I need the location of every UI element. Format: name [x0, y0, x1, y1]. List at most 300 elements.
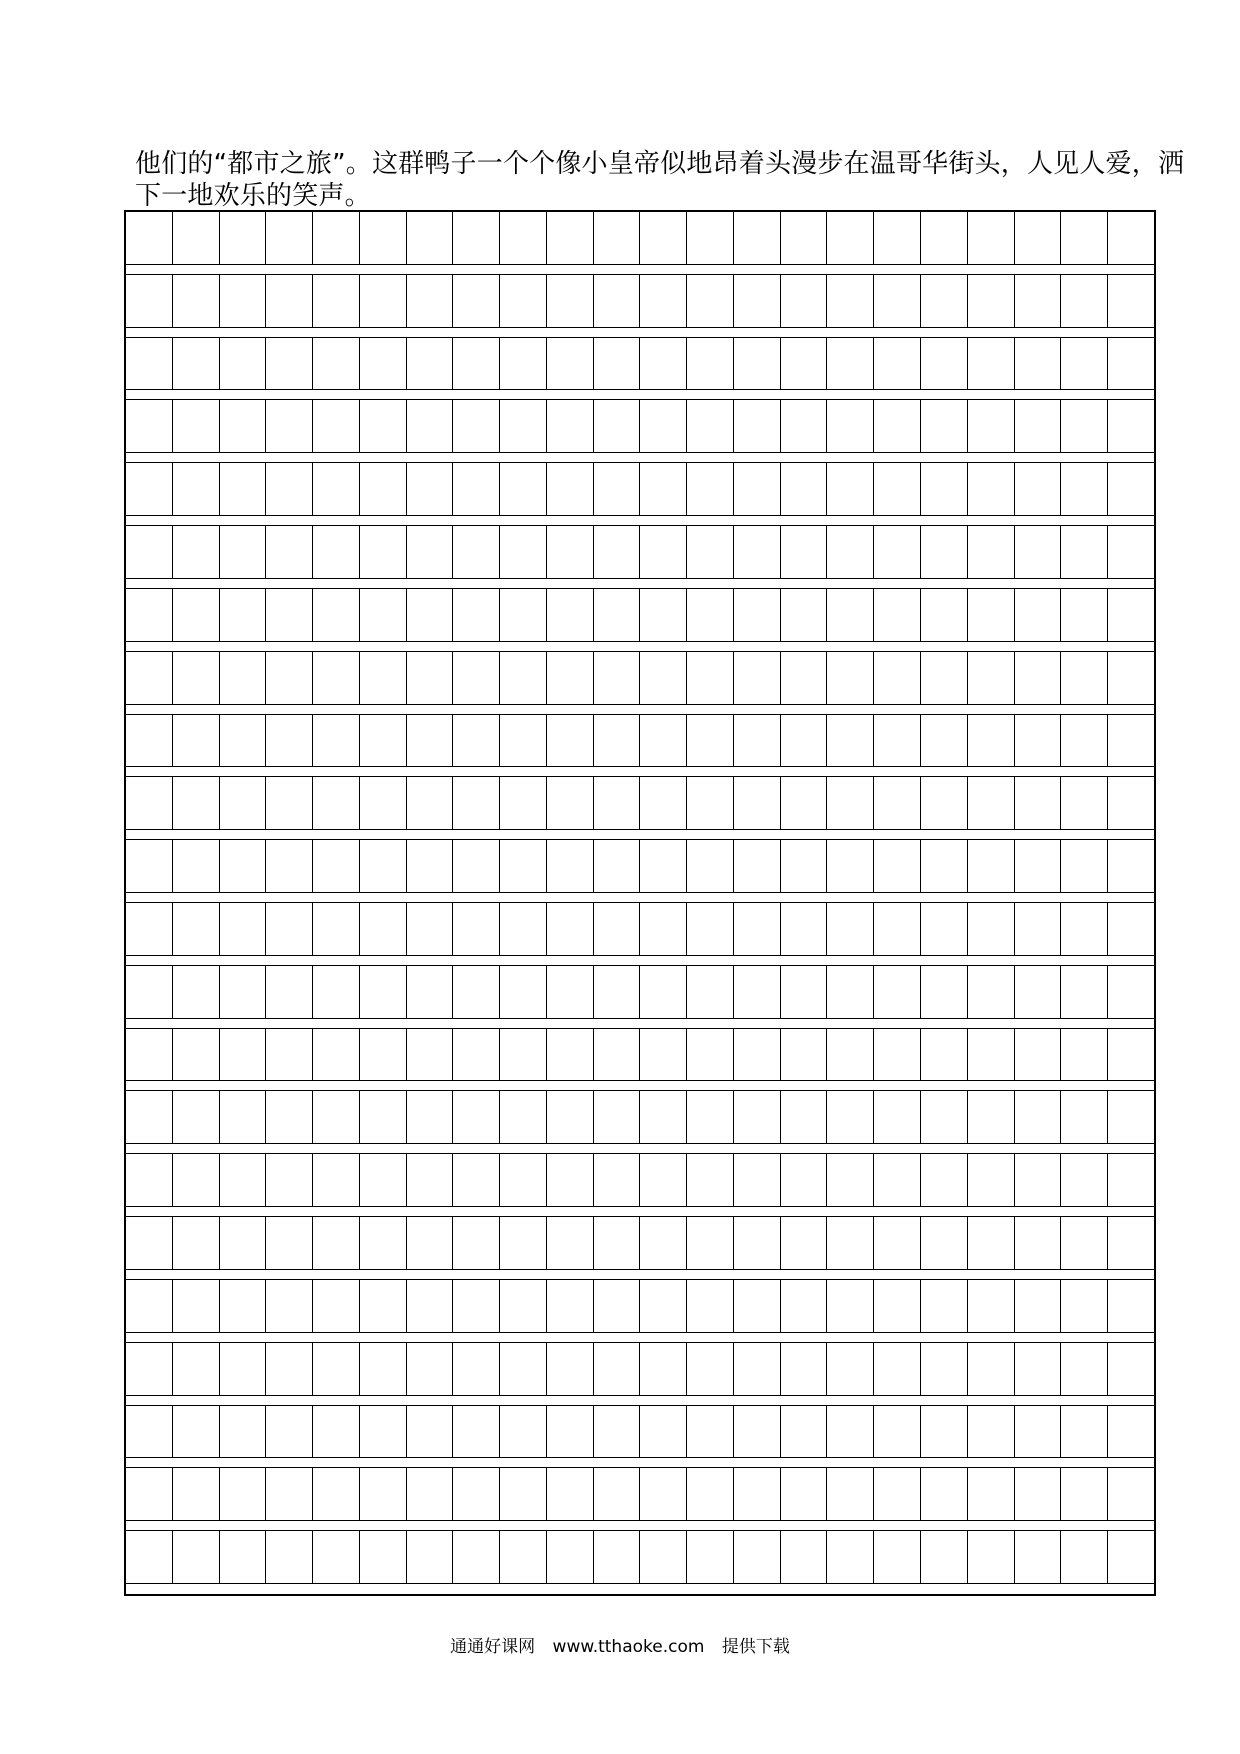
grid-cell: [500, 777, 547, 829]
grid-cell: [1061, 1217, 1108, 1269]
grid-cell: [594, 1531, 641, 1583]
writing-grid: [124, 210, 1156, 1596]
grid-cell: [1061, 1468, 1108, 1520]
grid-cell: [968, 1343, 1015, 1395]
grid-row: [126, 1343, 1154, 1406]
grid-row: [126, 903, 1154, 966]
grid-cell: [827, 1468, 874, 1520]
grid-cell: [640, 1406, 687, 1458]
grid-cell: [313, 715, 360, 767]
grid-cell: [687, 275, 734, 327]
grid-cell: [220, 526, 267, 578]
grid-row-gap: [126, 893, 1154, 903]
grid-cell: [173, 275, 220, 327]
grid-cell: [313, 1468, 360, 1520]
grid-cell: [594, 400, 641, 452]
grid-cell: [220, 777, 267, 829]
grid-cell: [266, 1468, 313, 1520]
grid-row: [126, 1154, 1154, 1217]
grid-cell: [126, 1029, 173, 1081]
grid-row-gap: [126, 453, 1154, 463]
grid-cell: [407, 777, 454, 829]
grid-cell: [407, 1406, 454, 1458]
grid-cell: [734, 1531, 781, 1583]
grid-cell: [126, 1154, 173, 1206]
grid-cell: [266, 1091, 313, 1143]
grid-cell: [781, 212, 828, 264]
grid-cell: [640, 903, 687, 955]
grid-cell: [1108, 275, 1154, 327]
grid-cell: [266, 840, 313, 892]
grid-cell: [1108, 715, 1154, 767]
grid-cell: [266, 212, 313, 264]
grid-cell: [313, 1029, 360, 1081]
grid-cell: [594, 1091, 641, 1143]
grid-cell: [220, 840, 267, 892]
grid-cell: [500, 526, 547, 578]
grid-row-gap: [126, 265, 1154, 275]
grid-cell: [173, 1343, 220, 1395]
grid-cell: [220, 715, 267, 767]
grid-row-gap: [126, 1081, 1154, 1091]
grid-cell: [921, 715, 968, 767]
grid-cell: [360, 652, 407, 704]
grid-cell: [687, 463, 734, 515]
grid-cell: [453, 1217, 500, 1269]
grid-row: [126, 1406, 1154, 1469]
grid-cell: [687, 338, 734, 390]
grid-cell: [500, 1343, 547, 1395]
grid-cell: [407, 338, 454, 390]
grid-cell: [921, 777, 968, 829]
grid-cell: [874, 463, 921, 515]
grid-cell: [407, 275, 454, 327]
grid-cell: [781, 1154, 828, 1206]
grid-cell: [874, 526, 921, 578]
grid-cell: [781, 463, 828, 515]
grid-cell: [781, 1280, 828, 1332]
grid-cell: [500, 1406, 547, 1458]
grid-cell: [407, 1343, 454, 1395]
grid-cell: [453, 1091, 500, 1143]
grid-cell: [594, 275, 641, 327]
grid-cell: [547, 1154, 594, 1206]
grid-cell: [687, 589, 734, 641]
grid-cell: [874, 1343, 921, 1395]
grid-cell: [921, 966, 968, 1018]
grid-cell-row: [126, 715, 1154, 768]
grid-cell: [173, 463, 220, 515]
grid-row-gap: [126, 642, 1154, 652]
grid-cell: [500, 275, 547, 327]
grid-cell: [173, 1154, 220, 1206]
passage-text: [135, 148, 1185, 212]
grid-cell: [968, 1217, 1015, 1269]
grid-cell: [1015, 589, 1062, 641]
grid-cell: [1061, 715, 1108, 767]
grid-cell: [547, 1468, 594, 1520]
grid-cell: [453, 338, 500, 390]
grid-cell: [407, 400, 454, 452]
grid-cell: [687, 526, 734, 578]
grid-cell: [1108, 463, 1154, 515]
grid-cell: [500, 400, 547, 452]
grid-cell: [594, 777, 641, 829]
footer-url[interactable]: www.tthaoke.com: [552, 1637, 705, 1657]
grid-cell: [360, 275, 407, 327]
footer-site-name: 通通好课网: [450, 1637, 536, 1657]
grid-cell: [968, 275, 1015, 327]
grid-row: [126, 1531, 1154, 1594]
grid-cell: [1015, 275, 1062, 327]
grid-cell: [500, 1468, 547, 1520]
grid-cell: [360, 1406, 407, 1458]
grid-cell: [220, 1091, 267, 1143]
grid-cell: [126, 840, 173, 892]
grid-cell: [1108, 212, 1154, 264]
grid-cell: [594, 463, 641, 515]
grid-cell: [827, 903, 874, 955]
grid-cell-row: [126, 400, 1154, 453]
grid-cell: [1061, 338, 1108, 390]
grid-cell: [1108, 1343, 1154, 1395]
grid-cell: [687, 1029, 734, 1081]
grid-row: [126, 840, 1154, 903]
grid-cell: [500, 903, 547, 955]
grid-cell: [827, 212, 874, 264]
grid-cell: [1061, 275, 1108, 327]
grid-cell: [453, 275, 500, 327]
grid-cell: [453, 526, 500, 578]
grid-cell: [266, 1343, 313, 1395]
grid-cell: [453, 1531, 500, 1583]
grid-cell: [547, 652, 594, 704]
grid-cell: [687, 1343, 734, 1395]
grid-cell: [173, 1531, 220, 1583]
grid-cell: [921, 338, 968, 390]
grid-cell: [594, 1280, 641, 1332]
grid-cell: [173, 1091, 220, 1143]
grid-cell: [1108, 526, 1154, 578]
grid-cell: [126, 903, 173, 955]
grid-cell: [1015, 400, 1062, 452]
grid-cell: [1015, 777, 1062, 829]
grid-cell: [640, 1154, 687, 1206]
grid-row: [126, 966, 1154, 1029]
grid-cell: [173, 1280, 220, 1332]
grid-cell: [827, 1343, 874, 1395]
grid-cell: [173, 652, 220, 704]
grid-cell: [173, 777, 220, 829]
grid-cell: [266, 1280, 313, 1332]
grid-cell: [126, 652, 173, 704]
grid-cell: [687, 1217, 734, 1269]
grid-cell: [734, 1468, 781, 1520]
grid-cell: [734, 1406, 781, 1458]
grid-cell: [781, 1343, 828, 1395]
grid-cell: [687, 1280, 734, 1332]
grid-cell: [874, 400, 921, 452]
grid-cell: [1061, 400, 1108, 452]
grid-cell: [220, 1406, 267, 1458]
grid-cell: [827, 589, 874, 641]
grid-cell: [220, 1468, 267, 1520]
grid-cell: [360, 526, 407, 578]
grid-cell: [781, 652, 828, 704]
grid-cell: [1061, 840, 1108, 892]
grid-cell: [547, 903, 594, 955]
grid-cell: [407, 1029, 454, 1081]
grid-cell: [921, 1154, 968, 1206]
grid-cell-row: [126, 463, 1154, 516]
grid-cell-row: [126, 1468, 1154, 1521]
grid-cell: [1108, 1531, 1154, 1583]
grid-cell: [968, 715, 1015, 767]
grid-cell: [266, 589, 313, 641]
grid-cell: [1108, 777, 1154, 829]
grid-cell: [1015, 338, 1062, 390]
grid-cell: [968, 400, 1015, 452]
grid-cell: [126, 1468, 173, 1520]
grid-cell: [1061, 652, 1108, 704]
grid-cell: [360, 400, 407, 452]
grid-cell: [968, 652, 1015, 704]
grid-cell: [827, 1091, 874, 1143]
grid-cell-row: [126, 1154, 1154, 1207]
grid-cell: [360, 1531, 407, 1583]
grid-cell: [734, 715, 781, 767]
grid-cell: [1015, 1091, 1062, 1143]
grid-cell: [781, 1531, 828, 1583]
grid-row: [126, 777, 1154, 840]
grid-cell: [126, 589, 173, 641]
grid-cell: [874, 212, 921, 264]
grid-cell: [1108, 1406, 1154, 1458]
grid-cell: [360, 1091, 407, 1143]
grid-cell-row: [126, 1029, 1154, 1082]
grid-cell: [1015, 1154, 1062, 1206]
grid-cell: [407, 1091, 454, 1143]
grid-cell: [734, 400, 781, 452]
grid-cell: [453, 1029, 500, 1081]
grid-cell: [640, 1468, 687, 1520]
grid-cell: [500, 1091, 547, 1143]
grid-cell: [173, 526, 220, 578]
grid-row-gap: [126, 1270, 1154, 1280]
grid-cell: [126, 1343, 173, 1395]
grid-cell: [968, 777, 1015, 829]
grid-cell-row: [126, 652, 1154, 705]
grid-cell: [687, 840, 734, 892]
grid-cell: [266, 275, 313, 327]
grid-cell: [1015, 1029, 1062, 1081]
grid-cell: [266, 526, 313, 578]
grid-cell: [874, 1217, 921, 1269]
grid-cell: [781, 903, 828, 955]
grid-cell: [313, 1343, 360, 1395]
grid-cell: [781, 777, 828, 829]
grid-cell: [687, 1531, 734, 1583]
grid-cell: [453, 652, 500, 704]
grid-cell: [500, 1029, 547, 1081]
grid-cell: [1015, 966, 1062, 1018]
grid-cell: [453, 1468, 500, 1520]
grid-cell: [827, 1217, 874, 1269]
grid-cell: [1015, 840, 1062, 892]
grid-row-gap: [126, 1207, 1154, 1217]
grid-cell: [734, 275, 781, 327]
grid-cell: [874, 840, 921, 892]
grid-cell: [313, 777, 360, 829]
grid-cell: [173, 903, 220, 955]
grid-cell: [827, 275, 874, 327]
grid-cell: [266, 777, 313, 829]
grid-cell: [968, 338, 1015, 390]
grid-cell: [874, 715, 921, 767]
grid-cell: [734, 652, 781, 704]
grid-cell: [360, 1280, 407, 1332]
grid-cell: [921, 463, 968, 515]
grid-cell: [921, 1343, 968, 1395]
grid-cell: [407, 589, 454, 641]
grid-cell: [126, 1531, 173, 1583]
grid-cell: [453, 966, 500, 1018]
grid-cell: [126, 777, 173, 829]
grid-cell: [313, 966, 360, 1018]
grid-cell: [500, 589, 547, 641]
grid-cell: [126, 1406, 173, 1458]
grid-cell: [266, 1154, 313, 1206]
grid-cell: [407, 212, 454, 264]
grid-cell: [453, 1154, 500, 1206]
grid-cell: [594, 1217, 641, 1269]
grid-cell: [1061, 1029, 1108, 1081]
grid-cell: [734, 1091, 781, 1143]
grid-row-gap: [126, 705, 1154, 715]
grid-cell: [640, 275, 687, 327]
grid-cell: [734, 589, 781, 641]
grid-row: [126, 338, 1154, 401]
grid-cell: [313, 400, 360, 452]
grid-cell: [173, 966, 220, 1018]
grid-cell: [1061, 526, 1108, 578]
grid-cell: [1015, 652, 1062, 704]
grid-cell: [781, 1406, 828, 1458]
grid-cell: [968, 1154, 1015, 1206]
grid-row-gap: [126, 767, 1154, 777]
grid-cell: [1108, 903, 1154, 955]
grid-cell: [781, 526, 828, 578]
grid-cell: [313, 1217, 360, 1269]
grid-cell: [313, 526, 360, 578]
grid-cell: [173, 400, 220, 452]
grid-cell: [453, 589, 500, 641]
page-footer: [0, 1632, 1240, 1657]
grid-cell: [874, 652, 921, 704]
grid-cell: [827, 966, 874, 1018]
grid-cell: [173, 212, 220, 264]
grid-cell: [360, 338, 407, 390]
grid-cell: [594, 1029, 641, 1081]
grid-cell: [453, 1280, 500, 1332]
grid-cell: [1015, 463, 1062, 515]
grid-cell: [874, 1029, 921, 1081]
grid-row-gap: [126, 328, 1154, 338]
grid-cell: [360, 463, 407, 515]
grid-cell: [313, 1280, 360, 1332]
grid-cell: [220, 1217, 267, 1269]
grid-cell: [266, 338, 313, 390]
grid-cell: [313, 338, 360, 390]
grid-cell: [220, 1280, 267, 1332]
grid-cell: [173, 1406, 220, 1458]
grid-cell: [874, 1154, 921, 1206]
grid-cell: [126, 275, 173, 327]
grid-cell-row: [126, 1091, 1154, 1144]
grid-cell: [874, 275, 921, 327]
grid-cell: [1015, 212, 1062, 264]
grid-cell: [360, 840, 407, 892]
grid-cell: [126, 338, 173, 390]
grid-cell: [313, 589, 360, 641]
grid-cell: [827, 715, 874, 767]
grid-row-gap: [126, 1144, 1154, 1154]
grid-cell: [547, 1280, 594, 1332]
grid-cell: [360, 1029, 407, 1081]
grid-cell: [266, 1029, 313, 1081]
grid-row-gap: [126, 1584, 1154, 1592]
grid-cell: [1015, 1468, 1062, 1520]
grid-cell: [827, 1029, 874, 1081]
grid-cell: [921, 275, 968, 327]
grid-cell: [874, 1280, 921, 1332]
grid-cell: [407, 652, 454, 704]
grid-cell: [173, 840, 220, 892]
grid-row: [126, 715, 1154, 778]
grid-cell: [874, 338, 921, 390]
grid-cell: [1015, 903, 1062, 955]
grid-cell: [266, 715, 313, 767]
grid-cell: [547, 966, 594, 1018]
grid-cell: [1061, 1343, 1108, 1395]
grid-cell-row: [126, 1343, 1154, 1396]
grid-cell-row: [126, 1531, 1154, 1584]
grid-cell: [687, 903, 734, 955]
grid-cell: [547, 777, 594, 829]
grid-cell: [594, 589, 641, 641]
grid-cell: [1015, 1531, 1062, 1583]
grid-row: [126, 1280, 1154, 1343]
grid-cell: [734, 1217, 781, 1269]
grid-cell: [687, 652, 734, 704]
grid-cell: [547, 715, 594, 767]
grid-cell: [1015, 526, 1062, 578]
grid-cell: [827, 1280, 874, 1332]
grid-cell: [266, 1406, 313, 1458]
grid-cell: [781, 966, 828, 1018]
grid-cell: [547, 212, 594, 264]
grid-cell: [313, 212, 360, 264]
grid-cell: [968, 526, 1015, 578]
grid-cell: [781, 1217, 828, 1269]
grid-cell: [640, 1531, 687, 1583]
grid-cell: [220, 652, 267, 704]
grid-cell: [453, 212, 500, 264]
grid-cell: [687, 777, 734, 829]
grid-cell: [921, 840, 968, 892]
grid-cell: [220, 966, 267, 1018]
grid-cell: [968, 1280, 1015, 1332]
